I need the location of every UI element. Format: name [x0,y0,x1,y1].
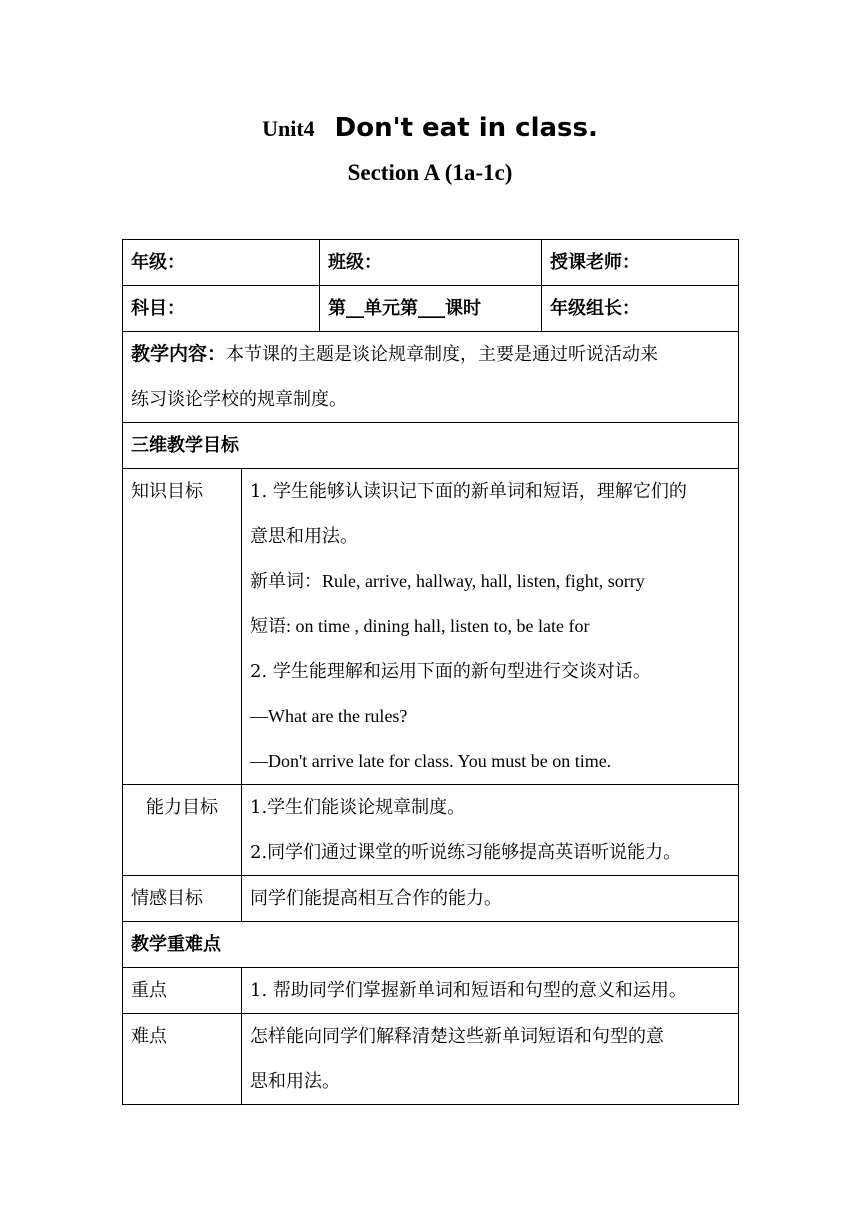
content-label: 教学内容： [131,343,227,365]
difficulty-content [242,1014,739,1105]
emotion-label: 情感目标 [123,876,242,922]
difficulty-line-1: 怎样能向同学们解释清楚这些新单词短语和句型的意 [250,1026,664,1047]
difficulty-line-2: 思和用法。 [250,1071,340,1092]
knowledge-line: 新单词：Rule, arrive, hallway, hall, listen, fight, sorry [250,571,645,591]
content-cell [123,332,739,423]
difficulty-label: 难点 [123,1014,242,1105]
ability-row [123,785,739,876]
knowledge-content [242,469,739,785]
ability-label: 能力目标 [123,785,242,876]
knowledge-line: 短语: on time , dining hall, listen to, be late for [250,616,590,636]
focus-label: 重点 [123,968,242,1014]
class-cell: 班级： [320,240,542,286]
document-title [0,110,860,147]
knowledge-line: —What are the rules? [250,706,408,726]
emotion-content: 同学们能提高相互合作的能力。 [242,876,739,922]
content-row [123,332,739,423]
key-points-heading-row [123,922,739,968]
ability-line: 2.同学们通过课堂的听说练习能够提高英语听说能力。 [250,842,682,863]
knowledge-line: 2. 学生能理解和运用下面的新句型进行交谈对话。 [250,661,651,682]
emotion-row [123,876,739,922]
objectives-heading: 三维教学目标 [123,423,739,469]
ability-content [242,785,739,876]
teacher-cell: 授课老师： [542,240,739,286]
knowledge-row [123,469,739,785]
key-points-heading: 教学重难点 [123,922,739,968]
ability-line: 1.学生们能谈论规章制度。 [250,797,466,818]
knowledge-line: 意思和用法。 [250,526,358,547]
info-row-1 [123,240,739,286]
subject-cell: 科目： [123,286,320,332]
focus-content: 1. 帮助同学们掌握新单词和短语和句型的意义和运用。 [242,968,739,1014]
objectives-heading-row [123,423,739,469]
content-line-2: 练习谈论学校的规章制度。 [131,389,347,410]
lesson-cell: 第__单元第___课时 [320,286,542,332]
focus-row [123,968,739,1014]
knowledge-line: 1. 学生能够认读识记下面的新单词和短语，理解它们的 [250,481,687,502]
content-line-1: 本节课的主题是谈论规章制度，主要是通过听说活动来 [226,344,659,365]
info-row-2 [123,286,739,332]
knowledge-line: —Don't arrive late for class. You must be on time. [250,751,612,771]
section-subtitle: Section A (1a-1c) [347,160,513,185]
knowledge-label: 知识目标 [123,469,242,785]
grade-cell: 年级： [123,240,320,286]
unit-title: Don't eat in class. [334,113,598,143]
unit-number: Unit4 [262,116,315,141]
difficulty-row [123,1014,739,1105]
lesson-plan-table [122,239,739,1105]
group-leader-cell: 年级组长： [542,286,739,332]
